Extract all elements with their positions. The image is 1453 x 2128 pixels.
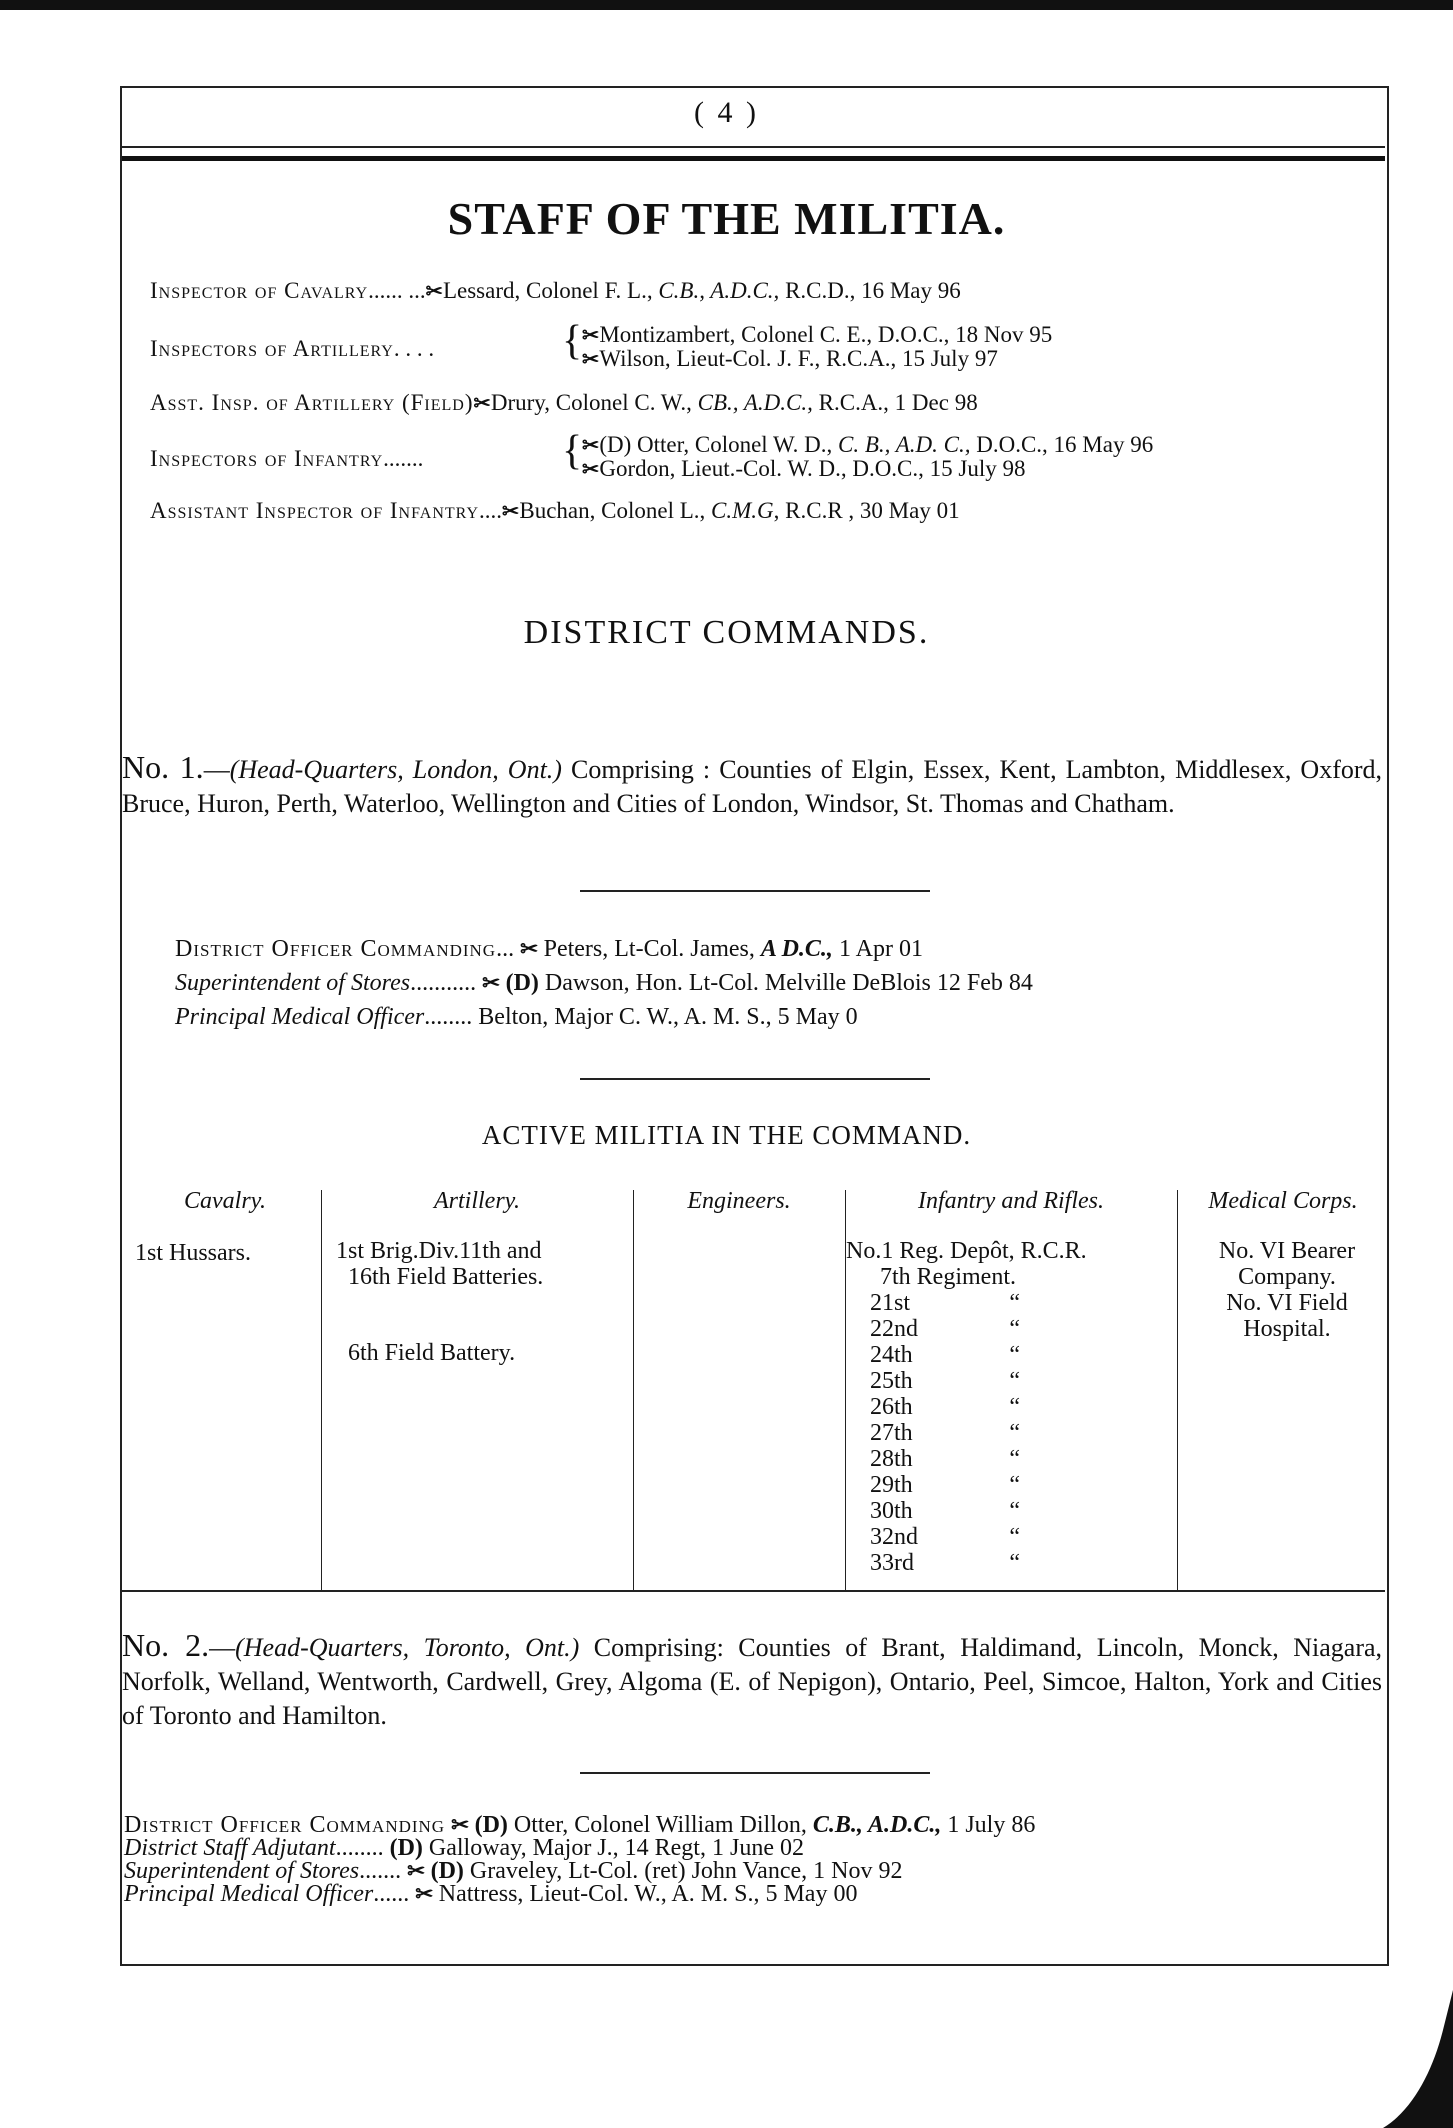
officer-role: District Officer Commanding <box>124 1812 446 1838</box>
leader-dots: ...... ... <box>368 278 426 303</box>
regiment-row <box>870 1524 1087 1550</box>
staff-name: Otter, Colonel W. D., <box>637 432 833 457</box>
staff-artillery-field <box>150 390 978 416</box>
veteran-mark: (D) <box>389 1835 423 1861</box>
regiment-row <box>870 1446 1087 1472</box>
staff-cavalry <box>150 278 961 304</box>
officer-row <box>175 966 1033 1000</box>
district-hq: (Head-Quarters, London, Ont.) <box>229 755 562 784</box>
page-number: ( 4 ) <box>694 96 759 129</box>
ditto-mark: “ <box>1009 1368 1020 1394</box>
column-header-engineers: Engineers. <box>687 1188 791 1214</box>
scissors-icon: ✂ <box>582 349 600 371</box>
column-divider <box>633 1190 634 1590</box>
leader-dots: ....... <box>359 1858 402 1884</box>
ditto-mark: “ <box>1009 1550 1020 1576</box>
officer-role: District Officer Commanding <box>175 936 497 962</box>
regiment-number: 29th <box>870 1472 913 1498</box>
district-number: No. 1. <box>122 749 204 785</box>
column-header-cavalry: Cavalry. <box>184 1188 266 1214</box>
regiment-row <box>870 1498 1087 1524</box>
column-header-artillery: Artillery. <box>434 1188 520 1214</box>
veteran-mark: (D) <box>430 1858 464 1884</box>
veteran-mark: (D) <box>505 970 539 996</box>
regiment-number: 26th <box>870 1394 913 1420</box>
regiment-number: 33rd <box>870 1550 914 1576</box>
regiment-number: 25th <box>870 1368 913 1394</box>
ditto-mark: “ <box>1009 1420 1020 1446</box>
officer-row <box>124 1837 1035 1860</box>
ditto-mark: “ <box>1009 1394 1020 1420</box>
officer-row <box>175 1000 1033 1034</box>
officer-date: 5 May 00 <box>765 1881 858 1907</box>
officer-date: 1 Apr 01 <box>838 936 923 962</box>
leader-dots: .... <box>479 498 503 523</box>
officer-role: District Staff Adjutant <box>124 1835 336 1861</box>
staff-line-2 <box>582 346 998 372</box>
district-counties: Comprising : Counties of Elgin, Essex, Kent, Lambton, Middlesex, Oxford, Bruce, Huron, Perth, Waterloo, Wellington and Cities of London, Windsor, St. Thomas and Chatham. <box>122 755 1383 818</box>
leader-dots: . . . . <box>393 336 435 361</box>
scissors-icon: ✂ <box>502 501 520 523</box>
staff-role: Asst. Insp. of Artillery (Field) <box>150 390 474 415</box>
page-curl <box>1373 1990 1453 2128</box>
ditto-mark: “ <box>1009 1446 1020 1472</box>
officer-role: Superintendent of Stores <box>124 1858 360 1884</box>
regiment-row <box>870 1472 1087 1498</box>
staff-details: , R.C.R , 30 May 01 <box>773 498 960 523</box>
scissors-icon: ✂ <box>482 971 506 995</box>
officer-name: Otter, Colonel William Dillon, <box>513 1812 807 1838</box>
officer-name: Nattress, Lieut-Col. W., A. M. S., <box>438 1881 760 1907</box>
staff-name: Drury, Colonel C. W., <box>490 390 692 415</box>
regiment-number: 32nd <box>870 1524 918 1550</box>
medical-unit-line: No. VI Field <box>1226 1290 1348 1316</box>
ditto-mark: “ <box>1009 1472 1020 1498</box>
header-rule-thick <box>122 156 1385 161</box>
staff-line-1 <box>582 432 1153 458</box>
leader-dots: ........... <box>410 970 477 996</box>
officer-name: Belton, Major C. W., A. M. S., <box>478 1004 772 1030</box>
officer-row <box>124 1814 1035 1837</box>
scissors-icon: ✂ <box>582 325 600 347</box>
ditto-mark: “ <box>1009 1342 1020 1368</box>
top-border <box>0 0 1453 10</box>
district-2-officers <box>124 1814 1035 1906</box>
regiment-number: 30th <box>870 1498 913 1524</box>
staff-role: Assistant Inspector of Infantry <box>150 498 480 523</box>
regiment-row <box>870 1342 1087 1368</box>
officer-row <box>124 1883 1035 1906</box>
active-militia-heading: ACTIVE MILITIA IN THE COMMAND. <box>481 1120 972 1150</box>
regiment-list <box>846 1290 1087 1576</box>
veteran-mark: (D) <box>599 432 632 457</box>
officer-name: Galloway, Major J., 14 Regt, <box>428 1835 706 1861</box>
staff-honors: C. B., A.D. C., <box>838 432 971 457</box>
regiment-row <box>870 1550 1087 1576</box>
ditto-mark: “ <box>1009 1290 1020 1316</box>
artillery-cell <box>336 1238 543 1290</box>
infantry-unit: 7th Regiment. <box>880 1264 1016 1290</box>
officer-date: 1 Nov 92 <box>813 1858 903 1884</box>
district-1-officers <box>175 932 1033 1034</box>
district-commands-heading: DISTRICT COMMANDS. <box>523 614 930 651</box>
section-divider <box>580 1772 930 1774</box>
district-2-description: No. 2.—(Head-Quarters, Toronto, Ont.) Comprising: Counties of Brant, Haldimand, Lincoln, Monck, Niagara, Norfolk, Welland, Wentworth, Cardwell, Grey, Algoma (E. of Nepigon), Ontario, Peel, Simcoe, Halton, York and Cities of Toronto and Hamilton. <box>122 1627 1383 1730</box>
staff-role: Inspector of Cavalry <box>150 278 369 303</box>
column-divider <box>321 1190 322 1590</box>
staff-entry: Wilson, Lieut-Col. J. F., R.C.A., 15 July 97 <box>599 346 998 371</box>
officer-name: Peters, Lt-Col. James, <box>543 936 755 962</box>
staff-role-group <box>150 336 434 362</box>
frame-top-rule <box>120 86 1387 88</box>
ditto-mark: “ <box>1009 1498 1020 1524</box>
staff-role-group <box>150 446 423 472</box>
artillery-unit: 6th Field Battery. <box>348 1340 516 1366</box>
table-bottom-rule <box>122 1590 1385 1592</box>
staff-details: D.O.C., 16 May 96 <box>976 432 1154 457</box>
regiment-row <box>870 1316 1087 1342</box>
scissors-icon: ✂ <box>425 281 443 303</box>
ditto-mark: “ <box>1009 1524 1020 1550</box>
staff-honors: CB., A.D.C., <box>697 390 813 415</box>
brace: { <box>562 318 583 364</box>
regiment-number: 28th <box>870 1446 913 1472</box>
artillery-unit-line: 16th Field Batteries. <box>348 1264 544 1290</box>
medical-cell <box>1192 1238 1382 1342</box>
regiment-number: 27th <box>870 1420 913 1446</box>
scissors-icon: ✂ <box>582 435 600 457</box>
staff-entry: Gordon, Lieut.-Col. W. D., D.O.C., 15 July 98 <box>599 456 1026 481</box>
leader-dots: ... <box>496 936 515 962</box>
staff-details: R.C.D., 16 May 96 <box>785 278 961 303</box>
regiment-row <box>870 1290 1087 1316</box>
scissors-icon: ✂ <box>415 1882 439 1906</box>
infantry-unit: No.1 Reg. Depôt, R.C.R. <box>846 1238 1087 1264</box>
column-header-medical: Medical Corps. <box>1208 1188 1358 1214</box>
staff-honors: C.B., A.D.C., <box>658 278 780 303</box>
artillery-unit-line: 1st Brig.Div.11th and <box>336 1238 542 1264</box>
staff-name: Lessard, Colonel F. L., <box>442 278 653 303</box>
officer-role: Principal Medical Officer <box>124 1881 374 1907</box>
infantry-cell <box>846 1238 1087 1576</box>
scissors-icon: ✂ <box>520 937 544 961</box>
staff-entry: Montizambert, Colonel C. E., D.O.C., 18 Nov 95 <box>599 322 1053 347</box>
staff-line-2 <box>582 456 1025 482</box>
section-divider <box>580 890 930 892</box>
officer-date: 1 June 02 <box>711 1835 804 1861</box>
section-divider <box>580 1078 930 1080</box>
brace: { <box>562 428 583 474</box>
medical-unit-line: Company. <box>1238 1264 1336 1290</box>
officer-role: Superintendent of Stores <box>175 970 411 996</box>
officer-row <box>124 1860 1035 1883</box>
medical-unit-line: No. VI Bearer <box>1218 1238 1356 1264</box>
header-rule <box>122 146 1385 148</box>
district-hq: (Head-Quarters, Toronto, Ont.) <box>235 1633 580 1662</box>
officer-date: 12 Feb 84 <box>936 970 1033 996</box>
staff-role: Inspectors of Artillery <box>150 336 394 361</box>
regiment-row <box>870 1368 1087 1394</box>
district-counties: Comprising: Counties of Brant, Haldimand, Lincoln, Monck, Niagara, Norfolk, Welland, Wentworth, Cardwell, Grey, Algoma (E. of Nepigon), Ontario, Peel, Simcoe, Halton, York and Cities of Toronto and Hamilton. <box>122 1633 1383 1730</box>
scissors-icon: ✂ <box>582 459 600 481</box>
column-header-infantry: Infantry and Rifles. <box>918 1188 1104 1214</box>
officer-row <box>175 932 1033 966</box>
officer-role: Principal Medical Officer <box>175 1004 425 1030</box>
officer-honors: A D.C., <box>760 936 833 962</box>
scissors-icon: ✂ <box>407 1859 431 1883</box>
staff-role: Inspectors of Infantry <box>150 446 384 471</box>
officer-date: 5 May 0 <box>777 1004 858 1030</box>
regiment-row <box>870 1420 1087 1446</box>
officer-date: 1 July 86 <box>947 1812 1036 1838</box>
staff-name: Buchan, Colonel L., <box>519 498 706 523</box>
column-divider <box>1177 1190 1178 1590</box>
leader-dots: ........ <box>335 1835 384 1861</box>
cavalry-cell: 1st Hussars. <box>135 1240 252 1266</box>
leader-dots: ...... <box>373 1881 410 1907</box>
scissors-icon: ✂ <box>473 393 491 415</box>
officer-honors: C.B., A.D.C., <box>812 1812 942 1838</box>
regiment-row <box>870 1394 1087 1420</box>
ditto-mark: “ <box>1009 1316 1020 1342</box>
medical-unit-line: Hospital. <box>1243 1316 1331 1342</box>
scissors-icon: ✂ <box>451 1813 475 1837</box>
regiment-number: 22nd <box>870 1316 918 1342</box>
regiment-number: 24th <box>870 1342 913 1368</box>
page-title: STAFF OF THE MILITIA. <box>447 193 1006 244</box>
district-number: No. 2. <box>122 1627 210 1663</box>
officer-name: Dawson, Hon. Lt-Col. Melville DeBlois <box>544 970 931 996</box>
regiment-number: 21st <box>870 1290 911 1316</box>
leader-dots: ........ <box>424 1004 473 1030</box>
district-1-description: No. 1.—(Head-Quarters, London, Ont.) Comprising : Counties of Elgin, Essex, Kent, Lambton, Middlesex, Oxford, Bruce, Huron, Perth, Waterloo, Wellington and Cities of London, Windsor, St. Thomas and Chatham. <box>122 749 1383 818</box>
staff-asst-infantry <box>150 498 960 524</box>
leader-dots: ....... <box>383 446 424 471</box>
staff-details: R.C.A., 1 Dec 98 <box>818 390 978 415</box>
officer-name: Graveley, Lt-Col. (ret) John Vance, <box>469 1858 808 1884</box>
frame-bottom-rule <box>120 1964 1387 1966</box>
staff-line-1 <box>582 322 1052 348</box>
veteran-mark: (D) <box>474 1812 508 1838</box>
staff-honors: C.M.G <box>711 498 774 523</box>
